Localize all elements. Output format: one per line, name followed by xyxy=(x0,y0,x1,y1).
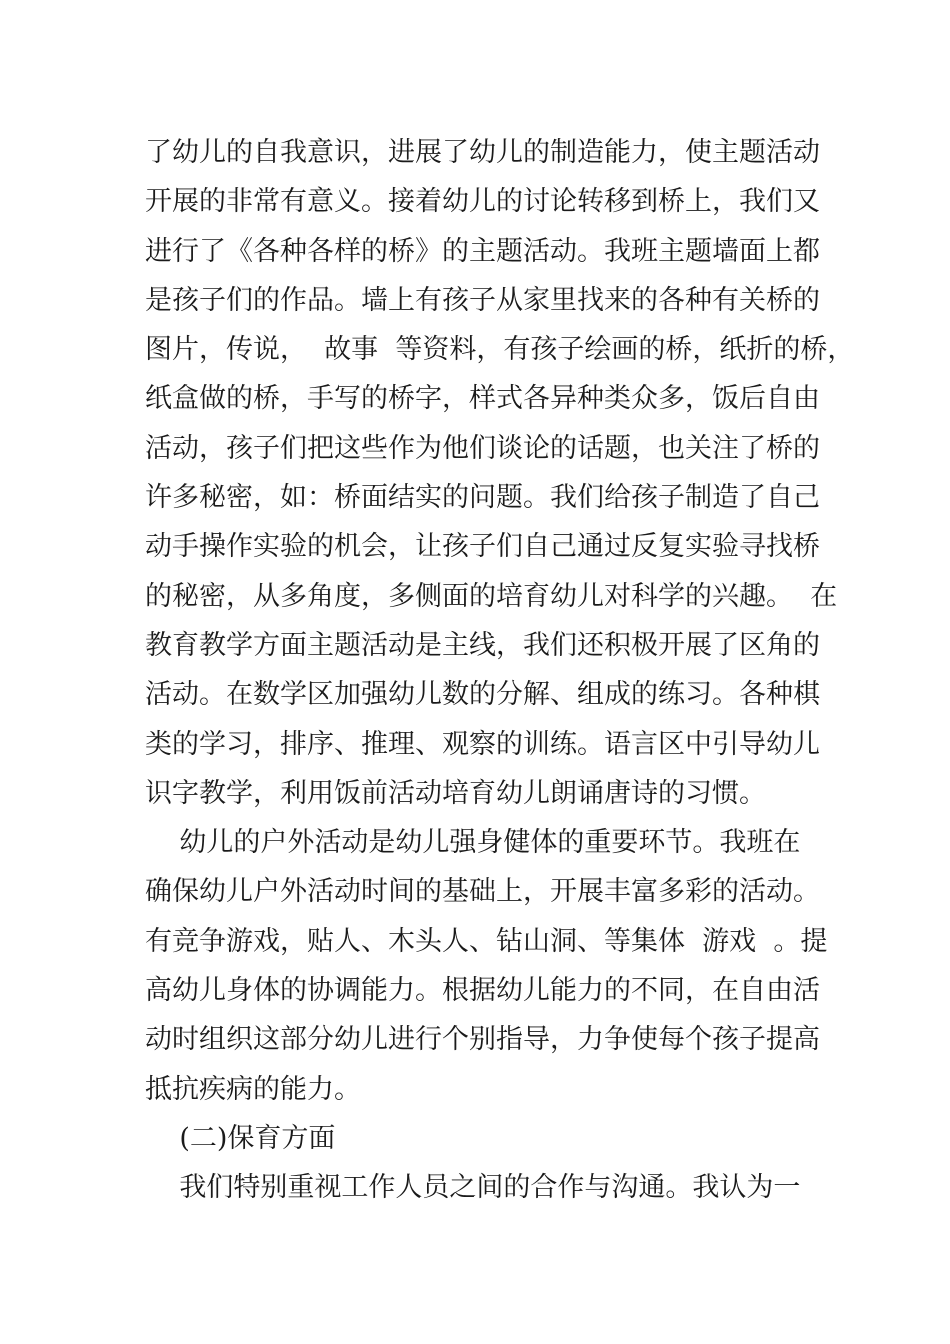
text-line: 确保幼儿户外活动时间的基础上，开展丰富多彩的活动。 xyxy=(145,876,820,908)
text-line: 纸盒做的桥，手写的桥字，样式各异种类众多，饭后自由 xyxy=(145,383,820,415)
text-line: 动手操作实验的机会，让孩子们自己通过反复实验寻找桥 xyxy=(145,531,820,563)
text-line: 动时组织这部分幼儿进行个别指导，力争使每个孩子提高 xyxy=(145,1024,820,1056)
body-text xyxy=(145,128,855,1213)
text-line: 类的学习，排序、推理、观察的训练。语言区中引导幼儿 xyxy=(145,728,820,760)
section-heading: (二)保育方面 xyxy=(145,1122,336,1154)
text-line: 许多秘密，如：桥面结实的问题。我们给孩子制造了自己 xyxy=(145,482,820,514)
text-line: 高幼儿身体的协调能力。根据幼儿能力的不同，在自由活 xyxy=(145,975,820,1007)
text-line: 图片，传说， 故事 等资料，有孩子绘画的桥，纸折的桥， xyxy=(145,334,855,366)
text-line: 进行了《各种各样的桥》的主题活动。我班主题墙面上都 xyxy=(145,235,820,267)
text-line: 幼儿的户外活动是幼儿强身健体的重要环节。我班在 xyxy=(145,827,801,859)
text-line: 活动，孩子们把这些作为他们谈论的话题，也关注了桥的 xyxy=(145,432,820,464)
text-line: 抵抗疾病的能力。 xyxy=(145,1073,361,1105)
text-line: 有竞争游戏，贴人、木头人、钻山洞、等集体 游戏 。提 xyxy=(145,925,828,957)
text-line: 活动。在数学区加强幼儿数的分解、组成的练习。各种棋 xyxy=(145,679,820,711)
text-line: 开展的非常有意义。接着幼儿的讨论转移到桥上，我们又 xyxy=(145,186,820,218)
text-line: 是孩子们的作品。墙上有孩子从家里找来的各种有关桥的 xyxy=(145,284,820,316)
text-line: 我们特别重视工作人员之间的合作与沟通。我认为一 xyxy=(145,1172,801,1204)
text-line: 教育教学方面主题活动是主线，我们还积极开展了区角的 xyxy=(145,629,820,661)
text-line: 识字教学，利用饭前活动培育幼儿朗诵唐诗的习惯。 xyxy=(145,777,766,809)
text-line: 了幼儿的自我意识，进展了幼儿的制造能力，使主题活动 xyxy=(145,137,820,168)
text-line: 的秘密，从多角度，多侧面的培育幼儿对科学的兴趣。 在 xyxy=(145,580,838,612)
